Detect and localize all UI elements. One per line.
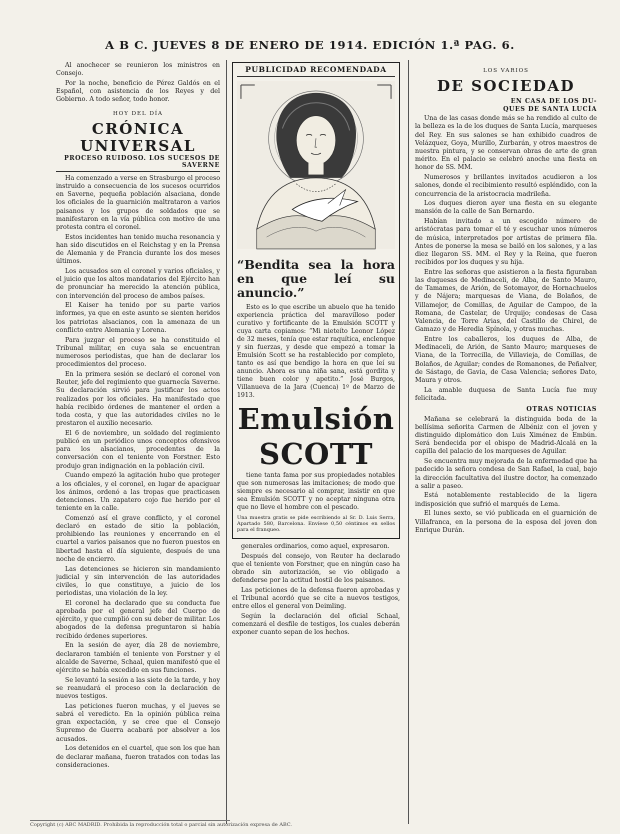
woman-portrait-illustration	[237, 80, 395, 250]
column-middle	[232, 62, 400, 639]
subtitle-line-1: EN CASA DE LOS DU-	[510, 98, 597, 106]
article-paragraph: Numerosos y brillantes invitados acudieron a los salones, donde el recibimiento resultó espléndido, con la concurrencia de la aristocracia madrileña.	[415, 174, 597, 198]
column-rule-left	[226, 60, 227, 824]
article-title: DE SOCIEDAD	[436, 77, 576, 96]
article-paragraph: Para juzgar el proceso se ha constituido el Tribunal militar, en cuya sala se encuentran numerosos periodistas, que han de declarar los procedimientos del proceso.	[56, 336, 220, 369]
article-paragraph: Habían invitado a un escogido número de aristócratas para tomar el té y escuchar unos números de música, interpretados por artistas de primera fila. Antes de ponerse la mesa se bailó en los salones, y a las diez llegaron SS. MM. el Rey y la Reina, que fueron recibidos por los duques y su hija.	[415, 218, 597, 267]
article-paragraph: La amable duquesa de Santa Lucía fue muy felicitada.	[415, 386, 597, 402]
intro-paragraph: Por la noche, beneficio de Pérez Galdós en el Español, con asistencia de los Reyes y del Gobierno. A todo señor, todo honor.	[56, 79, 220, 104]
page-header: A B C. JUEVES 8 DE ENERO DE 1914. EDICIÓN 1.ª PAG. 6.	[105, 38, 515, 52]
article-paragraph: Ha comenzado a verse en Strasburgo el proceso instruido a consecuencia de los sucesos ocurridos en Saverne, pequeña población alsaciana, donde los oficiales de la guarnición maltrataron a varios paisanos y los grupos de soldados que se manifestaron en la vía pública con motivo de una protesta contra el coronel.	[56, 174, 220, 231]
article-paragraph: Comenzó así el grave conflicto, y el coronel declaró en estado de sitio la población, prohibiendo las reuniones y encerrando en el cuartel a varios paisanos que no fueron puestos en libertad hasta el día siguiente, después de una noche de encierro.	[56, 514, 220, 563]
ad-body: Esto es lo que escribe un abuelo que ha tenido experiencia práctica del maravilloso poder curativo y fortificante de la Emulsión SCOTT y cuya carta copiamos: “Mi nieteíto Leonor López de 32 meses, tenía que estar raquítica, enclenque y sin fuerzas, y desde que empezó a tomar la Emulsión Scott se ha restablecido por completo, tanto es así que bendigo la hora en que leí su anuncio. Ahora es una niña sana, está gordita y tiene buen color y apetito.” José Burgos, Villanueva de la Jara (Cuenca) 1º de Marzo de 1913.	[237, 304, 395, 400]
article-paragraph: Los detenidos en el cuartel, que son los que han de declarar mañana, fueron tratados con todas las consideraciones.	[56, 745, 220, 769]
article-paragraph: Una de las casas donde más se ha rendido al culto de la belleza es la de los duques de Santa Lucía, marqueses del Rey. En sus salones se han exhibido cuadros de Velázquez, Goya, Murillo, Zurbarán, y otros maestros de nuestra pintura, y se conservan obras de arte de gran mérito. En el palacio se celebró anoche una fiesta en honor de SS. MM.	[415, 115, 597, 172]
article-paragraph: Entre los caballeros, los duques de Alba, de Medinaceli, de Arión, de Santo Mauro; marqueses de Viana, de la Torrecilla, de Villavieja, de Comillas, de Bolaños, de Aguilar; condes de Romanones, de Peñalver, de Sástago, de Gavia, de Casa Valencia; señores Dato, Maura y otros.	[415, 335, 597, 384]
advertisement-box	[232, 62, 400, 539]
article-paragraph: generales ordinarios, como aquel, expresaron.	[241, 542, 390, 550]
article-paragraph: Se encuentra muy mejorada de la enfermedad que ha padecido la señora condesa de San Rafael, la cual, bajo la dirección facultativa del ilustre doctor, ha comenzado a salir a paseo.	[415, 458, 597, 490]
article-paragraph: Entre las señoras que asistieron a la fiesta figuraban las duquesas de Medinaceli, de Alba, de Santo Mauro, de Tamames, de Arión, de Sotomayor, de Hornachuelos y de Nájera; marquesas de Viana, de Bolaños, de Villamejor, de Comillas, de Aguilar de Campoo, de la Romana, de Castelar, de Urquijo; condesas de Casa Valencia, de Torre Arias, del Castillo de Chirel, de Gamazo y de Heredia Spínola, y otras muchas.	[415, 268, 597, 334]
article-title: CRÓNICA UNIVERSAL	[80, 119, 196, 155]
subtitle-line-2: QUES DE SANTA LUCÍA	[503, 105, 597, 113]
article-paragraph: Se levantó la sesión a las siete de la tarde, y hoy se reanudará el proceso con la declaración de nuevos testigos.	[56, 676, 220, 701]
page-footer: Copyright (c) ABC MADRID. Prohibida la reproducción total o parcial sin autorización expresa de ABC.	[30, 822, 292, 828]
ad-brand-line-1: Emulsión	[237, 402, 395, 437]
article-paragraph: Los acusados son el coronel y varios oficiales, y el juicio que los altos mandatarios del Ejército han de pronunciar ha merecido la atención pública, con intervención del proceso de ambos países.	[56, 267, 220, 300]
article-paragraph: Las peticiones fueron muchas, y el jueves se sabrá el veredicto. En la opinión pública reina gran expectación, y se cree que el Consejo Supremo de Guerra acabará por absolver a los acusados.	[56, 702, 220, 743]
article-paragraph: Cuando empezó la agitación hubo que proteger a los oficiales, y el coronel, en lugar de apaciguar los ánimos, ordenó a las tropas que practicasen detenciones. Un zapatero cojo fue herido por el teniente en la calle.	[56, 472, 220, 513]
article-paragraph: Los duques dieron ayer una fiesta en su elegante mansión de la calle de San Bernardo.	[415, 200, 597, 216]
article-paragraph: Está notablemente restablecido de la ligera indisposición que sufrió el marqués de Lema.	[415, 492, 597, 508]
article-subtitle	[415, 98, 597, 113]
article-paragraph: Las peticiones de la defensa fueron aprobadas y el Tribunal acordó que se cite a nuevos testigos, entre ellos el general von Deimling.	[232, 586, 400, 611]
column-rule-right	[408, 60, 409, 824]
article-paragraph: El 6 de noviembre, un soldado del regimiento publicó en un periódico unos conceptos ofensivos para los alsacianos, procedentes de la conversación con el teniente von Forstner. Esto produjo gran indignación en la población civil.	[56, 429, 220, 470]
article-paragraph: El Kaiser ha tenido por su parte varios informes, ya que en este asunto se sienten heridos los patriotas alsacianos, con la amenaza de un conflicto entre Alemania y Lorena.	[56, 302, 220, 334]
article-paragraph: En la sesión de ayer, día 28 de noviembre, declararon también el teniente von Forstner y el alcalde de Saverne, Schaal, quien manifestó que el ejército se había excedido en sus funciones.	[56, 642, 220, 674]
section-subheading: OTRAS NOTICIAS	[526, 406, 597, 414]
article-paragraph: Mañana se celebrará la distinguida boda de la bellísima señorita Carmen de Albéniz con el joven y distinguido diplomático don Luis Ximénez de Embún. Será bendecida por el obispo de Madrid-Alcalá en la capilla del palacio de los marqueses de Aguilar.	[415, 415, 597, 456]
article-paragraph: Las detenciones se hicieron sin mandamiento judicial y sin intervención de las autoridades civiles, lo que constituye, a juicio de los periodistas, una violación de la ley.	[56, 565, 220, 598]
article-paragraph: En la primera sesión se declaró el coronel von Reuter, jefe del regimiento que guarnecía Saverne. Su declaración sirvió para justificar los actos realizados por los oficiales. Ha manifestado que había recibido órdenes de mantener el orden a toda costa, y que las autoridades civiles no le prestaron el auxilio necesario.	[56, 370, 220, 428]
ad-quote: “Bendita sea la hora en que leí su anuncio.”	[237, 257, 395, 301]
ad-fine-print: Una muestra gratis se pide escribiendo al Sr. D. Luis Serra, Apartado 580, Barcelona. Envíese 0,50 céntimos en sellos para el franqueo.	[237, 515, 395, 534]
footer-rule	[30, 820, 230, 821]
column-left	[56, 62, 220, 771]
ad-tail: tiene tanta fama por sus propiedades notables que son numerosas las imitaciones; de modo que siempre es necesario al comprar, insistir en que sea Emulsión SCOTT y no aceptar ninguna otra que no lleve el hombre con el pescado.	[237, 472, 395, 512]
article-paragraph: Después del consejo, von Reuter ha declarado que el teniente von Forstner, que en ningún caso ha obrado sin autorización, se vio obligado a defenderse por la actitud hostil de los paisanos.	[232, 552, 400, 585]
column-right	[415, 62, 597, 536]
article-subtitle: PROCESO RUIDOSO. LOS SUCESOS DE SAVERNE	[56, 155, 220, 172]
ad-label: PUBLICIDAD RECOMENDADA	[237, 66, 395, 77]
article-paragraph: Estos incidentes han tenido mucha resonancia y han sido discutidos en el Reichstag y en la Prensa de Alemania y de Francia durante los dos meses últimos.	[56, 233, 220, 266]
article-paragraph: El lunes sexto, se vió publicada en el guarnición de Villafranca, en la persona de la esposa del joven don Enrique Durán.	[415, 510, 597, 534]
section-label: HOY DEL DÍA	[112, 110, 164, 117]
article-paragraph: Según la declaración del oficial Schaal, comenzará el desfile de testigos, los cuales deberán exponer cuanto sepan de los hechos.	[232, 613, 400, 637]
intro-paragraph: Al anochecer se reunieron los ministros en Consejo.	[56, 62, 220, 78]
ad-brand-line-2: SCOTT	[259, 437, 373, 472]
section-label: LOS VARIOS	[483, 68, 529, 74]
article-paragraph: El coronel ha declarado que su conducta fue aprobada por el general jefe del Cuerpo de ejército, y que cumplió con su deber de militar. Los abogados de la defensa preguntaron si había recibido órdenes superiores.	[56, 599, 220, 640]
